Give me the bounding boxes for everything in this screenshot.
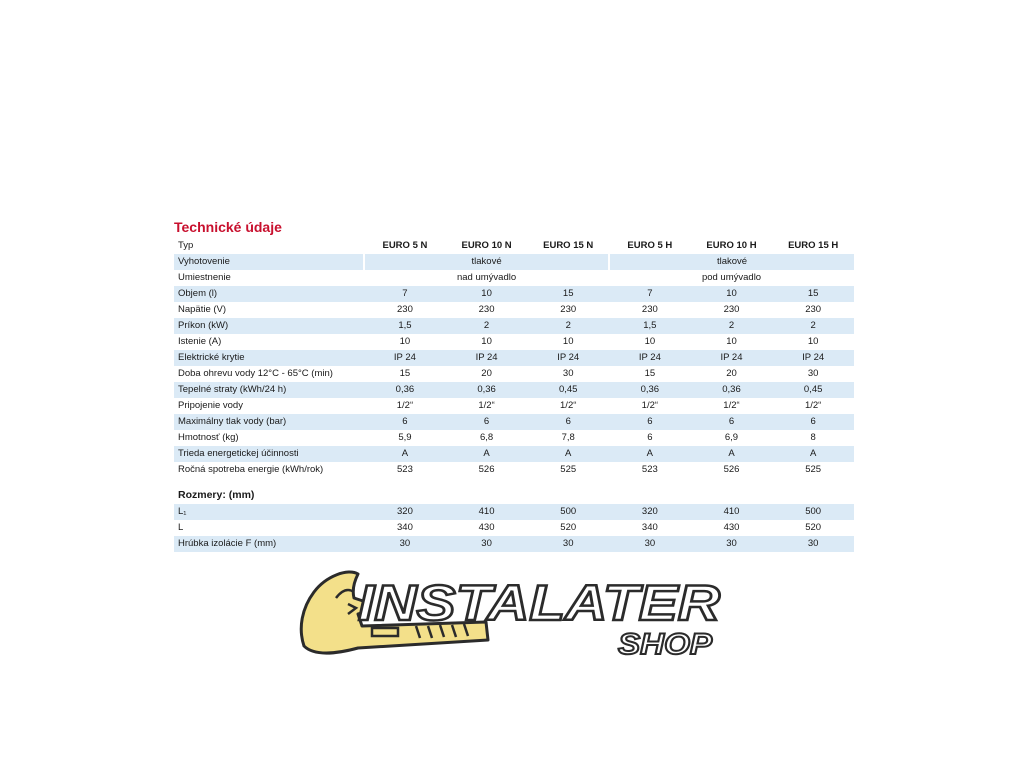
model-header: EURO 15 H [788,240,839,251]
cell-value: 30 [807,368,819,379]
cell-value: 523 [641,464,658,475]
cell-value: 10 [726,336,737,347]
row-label: Tepelné straty (kWh/24 h) [174,382,364,398]
cell-value: IP 24 [446,350,528,366]
cell-value: 1,5 [364,318,446,334]
row-label: Umiestnenie [178,272,231,283]
row-label: L₁ [174,504,364,520]
cell-value: 6 [527,414,609,430]
cell-value: 525 [805,464,822,475]
model-header: EURO 15 N [543,240,594,251]
cell-value: 8 [810,432,816,443]
model-header: EURO 10 H [706,240,757,251]
cell-value: 2 [691,318,773,334]
cell-value: 10 [644,336,656,347]
cell-value: 430 [478,522,495,533]
table-row [174,520,854,536]
cell-value: 430 [723,522,740,533]
cell-value: 1/2“ [641,400,659,411]
row-label: Napätie (V) [178,304,227,315]
table-row [174,504,854,520]
cell-value: 30 [609,536,691,552]
cell-value: 1/2“ [560,400,577,411]
cell-value: IP 24 [691,350,773,366]
row-label: Trieda energetickej účinnosti [174,446,364,462]
row-label: Príkon (kW) [174,318,364,334]
table-row [174,462,854,478]
table-row [174,350,854,366]
cell-value: 340 [397,522,413,533]
cell-value: IP 24 [609,350,691,366]
cell-value: 1/2“ [478,400,495,411]
cell-value: 2 [527,318,609,334]
row-label: Elektrické krytie [174,350,364,366]
table-row [174,254,854,270]
table-row [174,286,854,302]
row-label: Ročná spotreba energie (kWh/rok) [178,464,324,475]
cell-value: 15 [644,368,656,379]
table-row [174,318,854,334]
cell-value: A [691,446,773,462]
header-label: Typ [178,240,194,251]
cell-value: A [609,446,691,462]
group-h-value: tlakové [609,254,854,270]
cell-value: 10 [807,336,819,347]
cell-value: 7 [609,286,691,302]
cell-value: 10 [446,286,528,302]
model-header: EURO 5 N [382,240,428,251]
section-title: Technické údaje [174,219,282,235]
logo-text-main: INSTALATER [358,575,720,631]
cell-value: 30 [562,368,574,379]
cell-value: 500 [527,504,609,520]
model-header: EURO 10 N [461,240,512,251]
cell-value: 230 [723,304,740,315]
cell-value: A [364,446,446,462]
cell-value: 6 [691,414,773,430]
tech-specs-sheet [174,216,854,552]
cell-value: 410 [446,504,528,520]
cell-value: 30 [364,536,446,552]
cell-value: 6 [772,414,854,430]
table-row [174,446,854,462]
cell-value: 526 [723,464,740,475]
cell-value: 30 [691,536,773,552]
cell-value: 1/2“ [723,400,740,411]
cell-value: 320 [609,504,691,520]
cell-value: 0,36 [691,382,773,398]
cell-value: 20 [481,368,492,379]
group-n-value: nad umývadlo [456,272,517,283]
table-row [174,334,854,350]
cell-value: 10 [562,336,574,347]
cell-value: 1,5 [609,318,691,334]
row-label: Istenie (A) [178,336,222,347]
row-label: Objem (l) [174,286,364,302]
specs-table [174,238,854,478]
cell-value: 0,36 [364,382,446,398]
cell-value: IP 24 [527,350,609,366]
cell-value: 6,9 [724,432,739,443]
row-label: Maximálny tlak vody (bar) [174,414,364,430]
cell-value: IP 24 [364,350,446,366]
cell-value: 230 [478,304,495,315]
cell-value: 6 [647,432,653,443]
cell-value: 230 [641,304,658,315]
table-row [174,302,854,318]
cell-value: A [527,446,609,462]
cell-value: 30 [446,536,528,552]
cell-value: 500 [772,504,854,520]
cell-value: 30 [527,536,609,552]
cell-value: 340 [641,522,658,533]
cell-value: 15 [399,368,411,379]
cell-value: 230 [397,304,413,315]
cell-value: 5,9 [398,432,412,443]
cell-value: 6 [364,414,446,430]
table-row [174,366,854,382]
cell-value: 1/2“ [396,400,414,411]
cell-value: 320 [364,504,446,520]
row-label: Hrúbka izolácie F (mm) [174,536,364,552]
cell-value: A [446,446,528,462]
cell-value: 20 [726,368,737,379]
dimensions-table [174,504,854,552]
table-row [174,398,854,414]
row-label: Pripojenie vody [178,400,243,411]
cell-value: 0,36 [609,382,691,398]
cell-value: 0,36 [446,382,528,398]
row-label: Hmotnosť (kg) [178,432,239,443]
cell-value: 0,45 [772,382,854,398]
row-label: Doba ohrevu vody 12°C - 65°C (min) [178,368,333,379]
row-label: L [178,522,184,533]
cell-value: 10 [399,336,411,347]
table-row [174,414,854,430]
instalater-shop-logo [296,568,728,660]
cell-value: 230 [560,304,577,315]
cell-value: 525 [560,464,577,475]
cell-value: 2 [772,318,854,334]
cell-value: 0,45 [527,382,609,398]
cell-value: 410 [691,504,773,520]
cell-value: 6 [609,414,691,430]
model-header: EURO 5 H [627,240,673,251]
cell-value: 6,8 [479,432,494,443]
cell-value: 30 [772,536,854,552]
table-row [174,270,854,286]
table-row [174,430,854,446]
cell-value: 526 [478,464,495,475]
cell-value: 1/2“ [804,400,822,411]
logo-text-sub: SHOP [618,628,714,660]
dimensions-title: Rozmery: (mm) [178,489,255,501]
cell-value: 10 [481,336,492,347]
cell-value: 520 [560,522,577,533]
table-row [174,382,854,398]
cell-value: 10 [691,286,773,302]
group-h-value: pod umývadlo [701,272,762,283]
cell-value: 15 [527,286,609,302]
cell-value: 2 [446,318,528,334]
cell-value: IP 24 [772,350,854,366]
cell-value: A [772,446,854,462]
cell-value: 15 [772,286,854,302]
header-row [174,238,854,254]
group-n-value: tlakové [364,254,609,270]
row-label: Vyhotovenie [174,254,364,270]
cell-value: 520 [805,522,822,533]
table-row [174,536,854,552]
cell-value: 523 [397,464,413,475]
cell-value: 6 [446,414,528,430]
cell-value: 230 [805,304,822,315]
cell-value: 7 [364,286,446,302]
cell-value: 7,8 [561,432,575,443]
